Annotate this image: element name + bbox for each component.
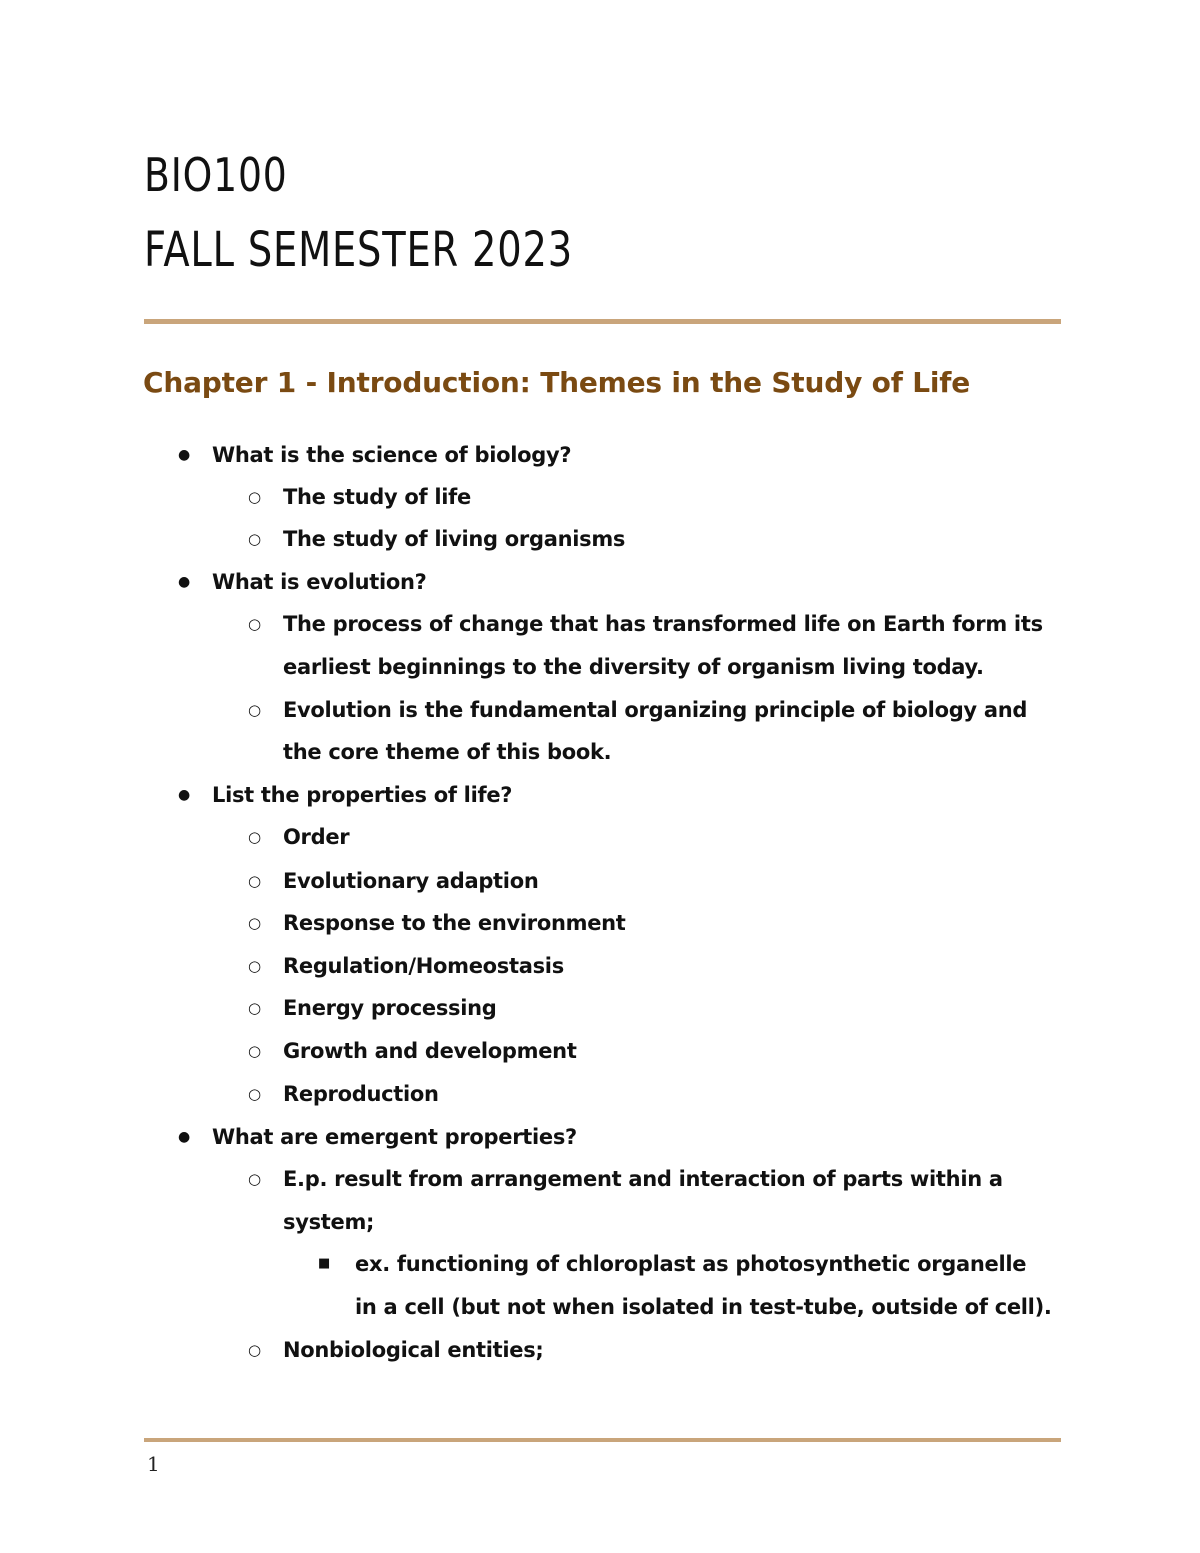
list-item: Reproduction bbox=[283, 1082, 439, 1106]
filled-square-bullet-icon: ■ bbox=[318, 1256, 331, 1271]
hollow-circle-bullet-icon: ○ bbox=[248, 615, 262, 633]
filled-circle-bullet-icon: ● bbox=[178, 787, 191, 803]
list-item: Evolution is the fundamental organizing principle of biology and bbox=[283, 698, 1028, 722]
filled-circle-bullet-icon: ● bbox=[178, 447, 191, 463]
list-item-continuation: system; bbox=[283, 1210, 375, 1234]
list-item: Nonbiological entities; bbox=[283, 1338, 544, 1362]
hollow-circle-bullet-icon: ○ bbox=[248, 488, 262, 506]
list-item-continuation: the core theme of this book. bbox=[283, 740, 612, 764]
hollow-circle-bullet-icon: ○ bbox=[248, 1341, 262, 1359]
list-item-continuation: in a cell (but not when isolated in test-tube, outside of cell). bbox=[355, 1295, 1052, 1319]
hollow-circle-bullet-icon: ○ bbox=[248, 872, 262, 890]
hollow-circle-bullet-icon: ○ bbox=[248, 957, 262, 975]
list-item: What is the science of biology? bbox=[212, 443, 572, 467]
list-item: Regulation/Homeostasis bbox=[283, 954, 564, 978]
list-item: Order bbox=[283, 825, 350, 849]
hollow-circle-bullet-icon: ○ bbox=[248, 828, 262, 846]
hollow-circle-bullet-icon: ○ bbox=[248, 914, 262, 932]
filled-circle-bullet-icon: ● bbox=[178, 1129, 191, 1145]
list-item: What are emergent properties? bbox=[212, 1125, 577, 1149]
list-item: ex. functioning of chloroplast as photosynthetic organelle bbox=[355, 1252, 1027, 1276]
list-item: What is evolution? bbox=[212, 570, 427, 594]
list-item-continuation: earliest beginnings to the diversity of organism living today. bbox=[283, 655, 984, 679]
list-item: The study of living organisms bbox=[283, 527, 626, 551]
hollow-circle-bullet-icon: ○ bbox=[248, 999, 262, 1017]
list-item: The study of life bbox=[283, 485, 471, 509]
hollow-circle-bullet-icon: ○ bbox=[248, 530, 262, 548]
hollow-circle-bullet-icon: ○ bbox=[248, 1170, 262, 1188]
list-item: The process of change that has transformed life on Earth form its bbox=[283, 612, 1043, 636]
hollow-circle-bullet-icon: ○ bbox=[248, 1085, 262, 1103]
hollow-circle-bullet-icon: ○ bbox=[248, 1042, 262, 1060]
list-item: E.p. result from arrangement and interaction of parts within a bbox=[283, 1167, 1003, 1191]
list-item: Evolutionary adaption bbox=[283, 869, 539, 893]
header-divider bbox=[144, 319, 1061, 324]
list-item: List the properties of life? bbox=[212, 783, 513, 807]
semester-title: FALL SEMESTER 2023 bbox=[144, 222, 573, 278]
chapter-heading: Chapter 1 - Introduction: Themes in the Study of Life bbox=[143, 366, 971, 399]
list-item: Growth and development bbox=[283, 1039, 577, 1063]
list-item: Energy processing bbox=[283, 996, 497, 1020]
filled-circle-bullet-icon: ● bbox=[178, 574, 191, 590]
list-item: Response to the environment bbox=[283, 911, 626, 935]
footer-divider bbox=[144, 1438, 1061, 1442]
page-number: 1 bbox=[147, 1452, 160, 1476]
hollow-circle-bullet-icon: ○ bbox=[248, 701, 262, 719]
course-title: BIO100 bbox=[144, 148, 288, 202]
